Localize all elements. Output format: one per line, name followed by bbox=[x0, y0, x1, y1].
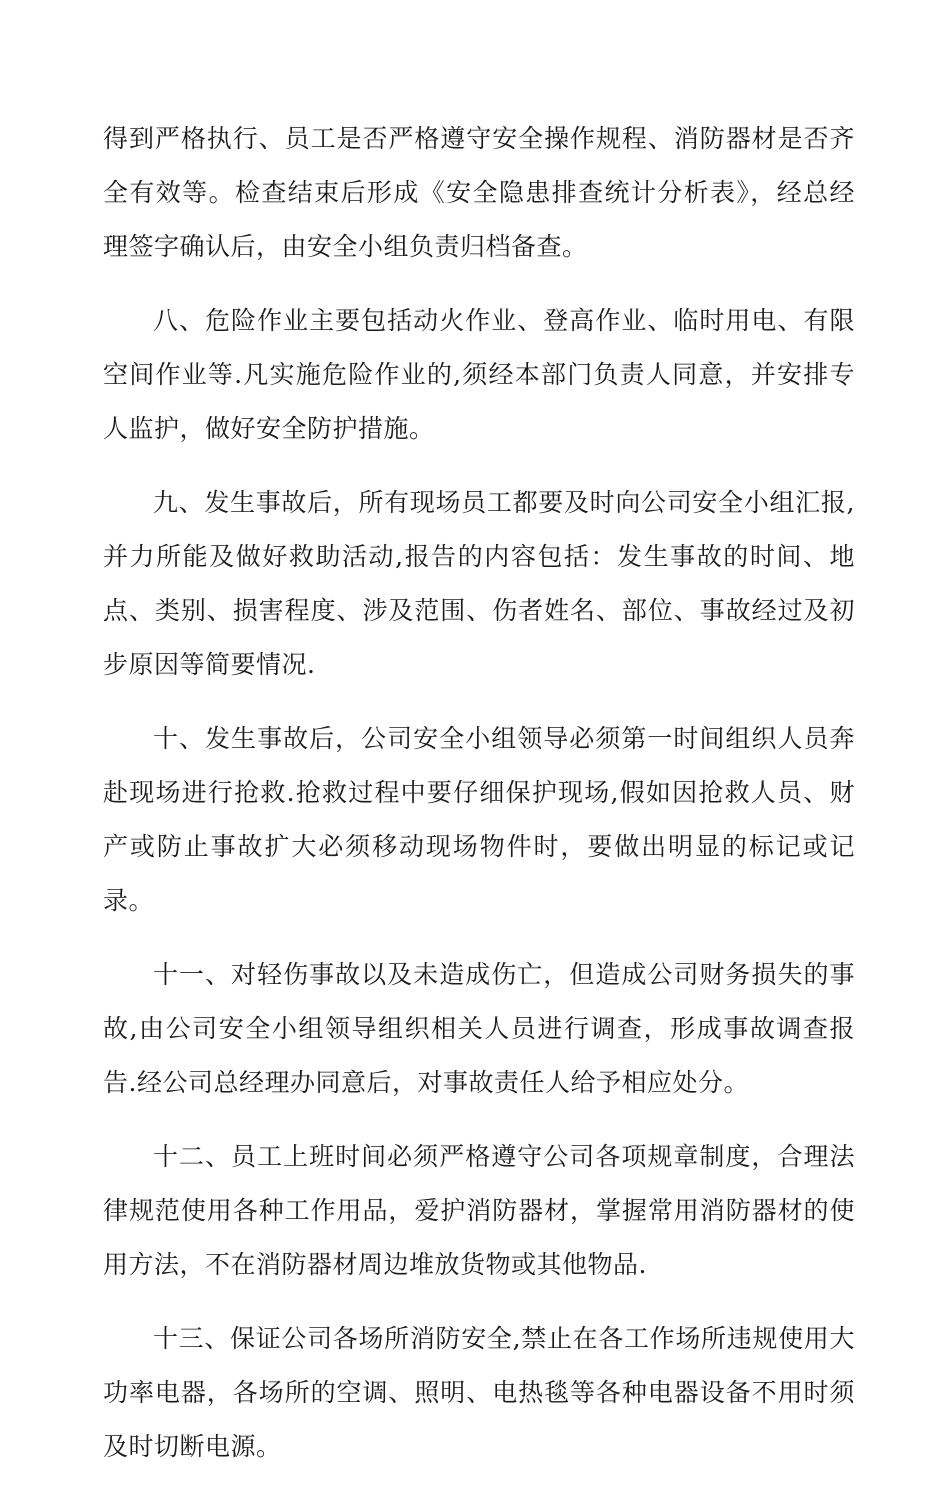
paragraph-item-12: 十二、员工上班时间必须严格遵守公司各项规章制度，合理法律规范使用各种工作用品，爱护消防器材，掌握常用消防器材的使用方法，不在消防器材周边堆放货物或其他物品. bbox=[103, 1142, 855, 1279]
paragraph-item-13: 十三、保证公司各场所消防安全,禁止在各工作场所违规使用大功率电器，各场所的空调、照明、电热毯等各种电器设备不用时须及时切断电源。 bbox=[103, 1324, 855, 1461]
paragraph-item-10: 十、发生事故后，公司安全小组领导必须第一时间组织人员奔赴现场进行抢救.抢救过程中要仔细保护现场,假如因抢救人员、财产或防止事故扩大必须移动现场物件时，要做出明显的标记或记录。 bbox=[103, 724, 855, 915]
paragraph-continuation: 得到严格执行、员工是否严格遵守安全操作规程、消防器材是否齐全有效等。检查结束后形成《安全隐患排查统计分析表》，经总经理签字确认后，由安全小组负责归档备查。 bbox=[103, 124, 855, 261]
paragraph-item-9: 九、发生事故后，所有现场员工都要及时向公司安全小组汇报,并力所能及做好救助活动,报告的内容包括：发生事故的时间、地点、类别、损害程度、涉及范围、伤者姓名、部位、事故经过及初步原因等简要情况. bbox=[103, 488, 855, 679]
document-body bbox=[103, 112, 855, 1494]
paragraph-item-11: 十一、对轻伤事故以及未造成伤亡，但造成公司财务损失的事故,由公司安全小组领导组织相关人员进行调查，形成事故调查报告.经公司总经理办同意后，对事故责任人给予相应处分。 bbox=[103, 960, 855, 1097]
paragraph-item-8: 八、危险作业主要包括动火作业、登高作业、临时用电、有限空间作业等.凡实施危险作业的,须经本部门负责人同意，并安排专人监护，做好安全防护措施。 bbox=[103, 306, 855, 443]
